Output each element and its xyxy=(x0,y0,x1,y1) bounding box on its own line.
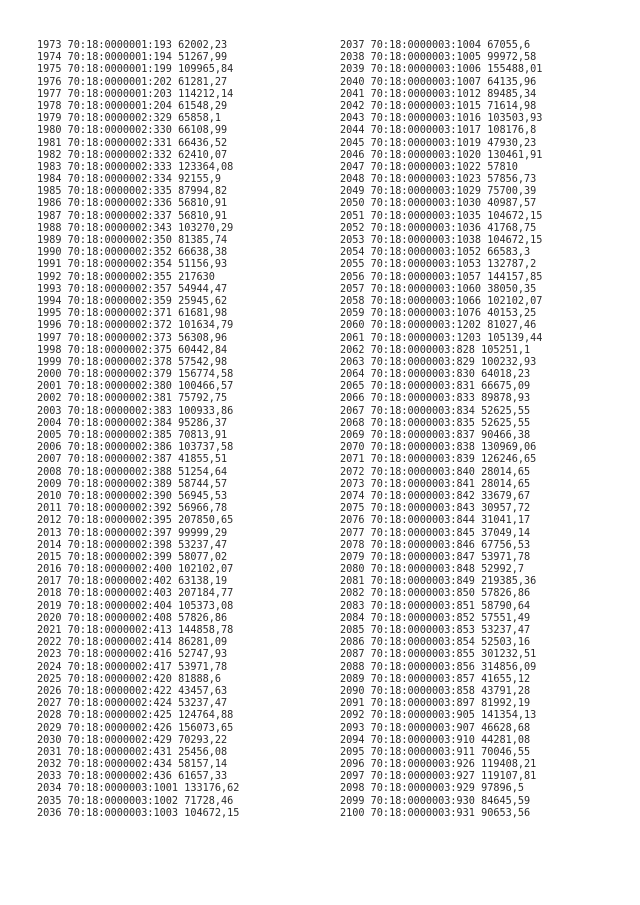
record-row: 2013 70:18:0000002:397 99999,29 xyxy=(37,527,228,539)
record-row: 2087 70:18:0000003:855 301232,51 xyxy=(340,649,537,661)
record-row: 1979 70:18:0000002:329 65858,1 xyxy=(37,113,222,125)
record-row: 2021 70:18:0000002:413 144858,78 xyxy=(37,625,234,636)
record-row: 2093 70:18:0000003:907 46628,68 xyxy=(340,722,531,734)
record-row: 2061 70:18:0000003:1203 105139,44 xyxy=(340,332,543,344)
record-row: 2063 70:18:0000003:829 100232,93 xyxy=(340,356,537,368)
record-row: 2090 70:18:0000003:858 43791,28 xyxy=(340,685,531,697)
record-row: 1991 70:18:0000002:354 51156,93 xyxy=(37,259,228,271)
record-row: 2007 70:18:0000002:387 41855,51 xyxy=(37,454,228,466)
record-row: 2081 70:18:0000003:849 219385,36 xyxy=(340,576,537,588)
record-row: 1995 70:18:0000002:371 61681,98 xyxy=(37,308,228,320)
record-row: 2056 70:18:0000003:1057 144157,85 xyxy=(340,271,543,283)
record-row: 2011 70:18:0000002:392 56966,78 xyxy=(37,503,228,515)
record-row: 2032 70:18:0000002:434 58157,14 xyxy=(37,759,228,771)
record-row: 2035 70:18:0000003:1002 71728,46 xyxy=(37,795,234,807)
record-row: 2075 70:18:0000003:843 30957,72 xyxy=(340,503,531,515)
record-row: 1976 70:18:0000001:202 61281,27 xyxy=(37,76,228,88)
record-row: 2057 70:18:0000003:1060 38050,35 xyxy=(340,283,537,295)
record-row: 2069 70:18:0000003:837 90466,38 xyxy=(340,430,531,441)
record-row: 2048 70:18:0000003:1023 57856,73 xyxy=(340,174,537,186)
record-row: 2033 70:18:0000002:436 61657,33 xyxy=(37,771,228,783)
record-row: 2053 70:18:0000003:1038 104672,15 xyxy=(340,235,543,246)
record-row: 2029 70:18:0000002:426 156073,65 xyxy=(37,722,234,734)
record-row: 2096 70:18:0000003:926 119408,21 xyxy=(340,759,537,771)
right-column xyxy=(340,40,542,820)
record-row: 2045 70:18:0000003:1019 47930,23 xyxy=(340,137,537,149)
record-row: 2089 70:18:0000003:857 41655,12 xyxy=(340,673,531,685)
record-row: 2016 70:18:0000002:400 102102,07 xyxy=(37,564,234,576)
record-row: 1980 70:18:0000002:330 66108,99 xyxy=(37,125,228,137)
record-row: 1999 70:18:0000002:378 57542,98 xyxy=(37,356,228,368)
record-row: 2003 70:18:0000002:383 100933,86 xyxy=(37,405,234,417)
record-row: 2040 70:18:0000003:1007 64135,96 xyxy=(340,76,537,88)
record-row: 2001 70:18:0000002:380 100466,57 xyxy=(37,381,234,393)
record-row: 2059 70:18:0000003:1076 40153,25 xyxy=(340,308,537,320)
record-row: 2099 70:18:0000003:930 84645,59 xyxy=(340,795,531,807)
record-row: 1994 70:18:0000002:359 25945,62 xyxy=(37,295,228,307)
record-row: 1997 70:18:0000002:373 56308,96 xyxy=(37,332,228,344)
record-row: 2071 70:18:0000003:839 126246,65 xyxy=(340,454,537,466)
record-row: 2034 70:18:0000003:1001 133176,62 xyxy=(37,783,240,795)
record-row: 2091 70:18:0000003:897 81992,19 xyxy=(340,698,531,710)
record-row: 2072 70:18:0000003:840 28014,65 xyxy=(340,466,531,478)
record-row: 1973 70:18:0000001:193 62002,23 xyxy=(37,40,228,51)
record-row: 2100 70:18:0000003:931 90653,56 xyxy=(340,807,531,819)
record-row: 1996 70:18:0000002:372 101634,79 xyxy=(37,320,234,332)
record-row: 2043 70:18:0000003:1016 103503,93 xyxy=(340,113,543,125)
record-row: 2077 70:18:0000003:845 37049,14 xyxy=(340,527,531,539)
record-row: 2020 70:18:0000002:408 57826,86 xyxy=(37,612,228,624)
record-row: 2017 70:18:0000002:402 63138,19 xyxy=(37,576,228,588)
record-row: 2039 70:18:0000003:1006 155488,01 xyxy=(340,64,543,76)
record-row: 2018 70:18:0000002:403 207184,77 xyxy=(37,588,234,600)
record-row: 2074 70:18:0000003:842 33679,67 xyxy=(340,490,531,502)
record-row: 1989 70:18:0000002:350 81385,74 xyxy=(37,235,228,246)
record-row: 1974 70:18:0000001:194 51267,99 xyxy=(37,52,228,64)
record-row: 2015 70:18:0000002:399 58077,02 xyxy=(37,551,228,563)
record-row: 2031 70:18:0000002:431 25456,08 xyxy=(37,746,228,758)
left-column xyxy=(37,40,239,820)
record-row: 2028 70:18:0000002:425 124764,88 xyxy=(37,710,234,722)
record-row: 2005 70:18:0000002:385 70813,91 xyxy=(37,430,228,441)
record-row: 2051 70:18:0000003:1035 104672,15 xyxy=(340,210,543,222)
record-row: 1981 70:18:0000002:331 66436,52 xyxy=(37,137,228,149)
record-row: 2078 70:18:0000003:846 67756,53 xyxy=(340,539,531,551)
record-row: 2066 70:18:0000003:833 89878,93 xyxy=(340,393,531,405)
record-row: 1992 70:18:0000002:355 217630 xyxy=(37,271,215,283)
record-row: 2095 70:18:0000003:911 70046,55 xyxy=(340,746,531,758)
record-row: 1988 70:18:0000002:343 103270,29 xyxy=(37,222,234,234)
record-row: 2083 70:18:0000003:851 58790,64 xyxy=(340,600,531,612)
record-row: 2030 70:18:0000002:429 70293,22 xyxy=(37,734,228,746)
record-row: 2088 70:18:0000003:856 314856,09 xyxy=(340,661,537,673)
record-row: 2027 70:18:0000002:424 53237,47 xyxy=(37,698,228,710)
record-row: 2060 70:18:0000003:1202 81027,46 xyxy=(340,320,537,332)
record-row: 2086 70:18:0000003:854 52503,16 xyxy=(340,637,531,649)
record-row: 1987 70:18:0000002:337 56810,91 xyxy=(37,210,228,222)
record-row: 1975 70:18:0000001:199 109965,84 xyxy=(37,64,234,76)
record-row: 1982 70:18:0000002:332 62410,07 xyxy=(37,149,228,161)
record-row: 2097 70:18:0000003:927 119107,81 xyxy=(340,771,537,783)
record-row: 2068 70:18:0000003:835 52625,55 xyxy=(340,417,531,429)
record-row: 2019 70:18:0000002:404 105373,08 xyxy=(37,600,234,612)
record-row: 2026 70:18:0000002:422 43457,63 xyxy=(37,685,228,697)
record-row: 2008 70:18:0000002:388 51254,64 xyxy=(37,466,228,478)
record-row: 2044 70:18:0000003:1017 108176,8 xyxy=(340,125,537,137)
record-row: 2080 70:18:0000003:848 52992,7 xyxy=(340,564,525,576)
record-row: 2024 70:18:0000002:417 53971,78 xyxy=(37,661,228,673)
record-row: 2050 70:18:0000003:1030 40987,57 xyxy=(340,198,537,210)
record-row: 2010 70:18:0000002:390 56945,53 xyxy=(37,490,228,502)
record-row: 1998 70:18:0000002:375 60442,84 xyxy=(37,344,228,356)
record-row: 2037 70:18:0000003:1004 67055,6 xyxy=(340,40,531,51)
record-row: 2079 70:18:0000003:847 53971,78 xyxy=(340,551,531,563)
record-row: 2038 70:18:0000003:1005 99972,58 xyxy=(340,52,537,64)
record-row: 2041 70:18:0000003:1012 89485,34 xyxy=(340,88,537,100)
record-row: 2070 70:18:0000003:838 130969,06 xyxy=(340,442,537,454)
record-row: 2073 70:18:0000003:841 28014,65 xyxy=(340,478,531,490)
record-row: 2009 70:18:0000002:389 58744,57 xyxy=(37,478,228,490)
record-row: 1984 70:18:0000002:334 92155,9 xyxy=(37,174,222,186)
record-row: 2006 70:18:0000002:386 103737,58 xyxy=(37,442,234,454)
record-row: 1978 70:18:0000001:204 61548,29 xyxy=(37,100,228,112)
record-row: 1993 70:18:0000002:357 54944,47 xyxy=(37,283,228,295)
record-row: 2082 70:18:0000003:850 57826,86 xyxy=(340,588,531,600)
record-row: 2022 70:18:0000002:414 86281,09 xyxy=(37,637,228,649)
record-row: 2000 70:18:0000002:379 156774,58 xyxy=(37,369,234,381)
record-row: 2014 70:18:0000002:398 53237,47 xyxy=(37,539,228,551)
record-row: 1983 70:18:0000002:333 123364,08 xyxy=(37,161,234,173)
record-row: 2076 70:18:0000003:844 31041,17 xyxy=(340,515,531,527)
record-row: 2084 70:18:0000003:852 57551,49 xyxy=(340,612,531,624)
record-row: 2002 70:18:0000002:381 75792,75 xyxy=(37,393,228,405)
record-row: 2046 70:18:0000003:1020 130461,91 xyxy=(340,149,543,161)
record-row: 2085 70:18:0000003:853 53237,47 xyxy=(340,625,531,636)
record-row: 2012 70:18:0000002:395 207850,65 xyxy=(37,515,234,527)
record-row: 2098 70:18:0000003:929 97896,5 xyxy=(340,783,525,795)
record-row: 2036 70:18:0000003:1003 104672,15 xyxy=(37,807,240,819)
record-row: 2025 70:18:0000002:420 81888,6 xyxy=(37,673,222,685)
record-row: 2055 70:18:0000003:1053 132787,2 xyxy=(340,259,537,271)
record-row: 2023 70:18:0000002:416 52747,93 xyxy=(37,649,228,661)
record-row: 1986 70:18:0000002:336 56810,91 xyxy=(37,198,228,210)
record-row: 1977 70:18:0000001:203 114212,14 xyxy=(37,88,234,100)
record-row: 2004 70:18:0000002:384 95286,37 xyxy=(37,417,228,429)
record-row: 1985 70:18:0000002:335 87994,82 xyxy=(37,186,228,198)
record-row: 2047 70:18:0000003:1022 57810 xyxy=(340,161,518,173)
record-row: 2052 70:18:0000003:1036 41768,75 xyxy=(340,222,537,234)
record-row: 2094 70:18:0000003:910 44281,08 xyxy=(340,734,531,746)
record-row: 2092 70:18:0000003:905 141354,13 xyxy=(340,710,537,722)
record-row: 2065 70:18:0000003:831 66675,09 xyxy=(340,381,531,393)
record-row: 2054 70:18:0000003:1052 66583,3 xyxy=(340,247,531,259)
record-row: 2058 70:18:0000003:1066 102102,07 xyxy=(340,295,543,307)
record-row: 2049 70:18:0000003:1029 75700,39 xyxy=(340,186,537,198)
record-row: 2064 70:18:0000003:830 64018,23 xyxy=(340,369,531,381)
record-row: 2062 70:18:0000003:828 105251,1 xyxy=(340,344,531,356)
record-row: 2067 70:18:0000003:834 52625,55 xyxy=(340,405,531,417)
record-row: 2042 70:18:0000003:1015 71614,98 xyxy=(340,100,537,112)
record-row: 1990 70:18:0000002:352 66638,38 xyxy=(37,247,228,259)
